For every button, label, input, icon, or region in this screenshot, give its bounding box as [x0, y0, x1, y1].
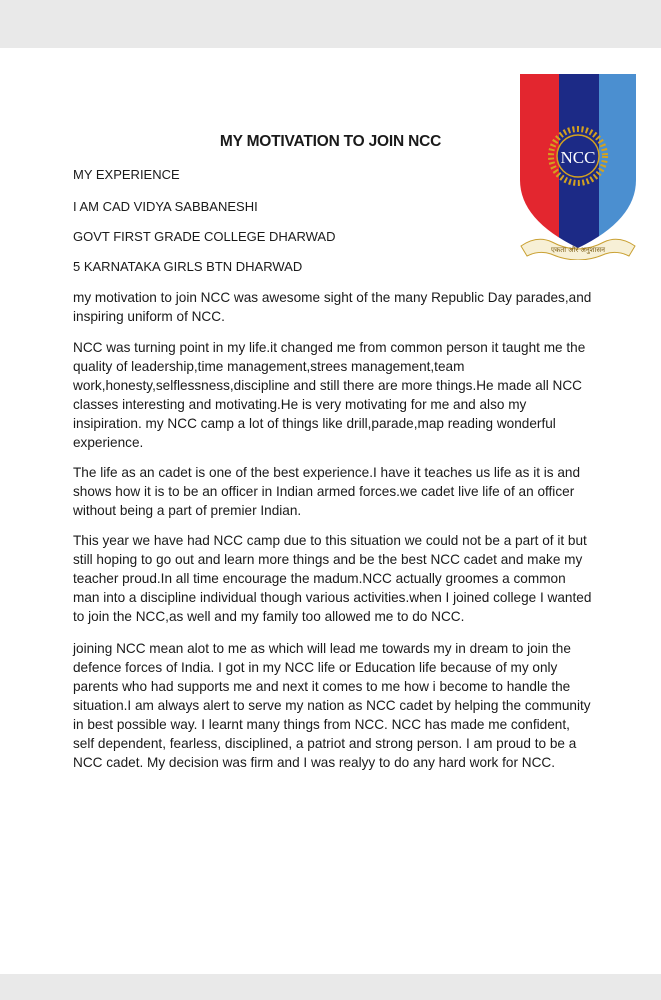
emblem-motto: एकता और अनुशासन — [551, 246, 605, 254]
paragraph-1: my motivation to join NCC was awesome sight of the many Republic Day parades,and inspiring uniform of NCC. — [73, 290, 592, 324]
battalion-name: 5 KARNATAKA GIRLS BTN DHARWAD — [73, 259, 303, 274]
emblem-ncc-text: NCC — [560, 148, 596, 167]
cadet-name: I AM CAD VIDYA SABBANESHI — [73, 199, 258, 214]
section-heading: MY EXPERIENCE — [73, 167, 180, 182]
ncc-emblem — [517, 70, 639, 260]
paragraph-4: This year we have had NCC camp due to this situation we could not be a part of it but still hoping to go out and learn more things and be the best NCC cadet and make my teacher proud.In all time encourage the madum.NCC actually groomes a common man into a discipline individual though various activities.when I joined college I wanted to join the NCC,as well and my family too allowed me to do NCC. — [73, 533, 592, 624]
document-title: MY MOTIVATION TO JOIN NCC — [219, 133, 442, 150]
emblem-sky-band — [599, 70, 639, 260]
emblem-red-band — [517, 70, 559, 260]
paragraph-2: NCC was turning point in my life.it changed me from common person it taught me the quality of leadership,time management,strees management,team work,honesty,selflessness,discipline and still there are more things.He made all NCC classes interesting and motivating.He is very motivating for me and also my insipiration. my NCC camp a lot of things like drill,parade,map reading wonderful experience. — [73, 340, 586, 450]
paragraph-5: joining NCC mean alot to me as which will lead me towards my in dream to join the defence forces of India. I got in my NCC life or Education life because of my only parents who had supports me and next it comes to me how i become to handle the situation.I am always alert to serve my nation as NCC cadet by helping the community in best possible way. I learnt many things from NCC. NCC has made me confident, self dependent, fearless, disciplined, a patriot and strong person. I am proud to be a NCC cadet. My decision was firm and I was realyy to do any hard work for NCC. — [73, 641, 591, 770]
document-page — [0, 48, 661, 974]
paragraph-3: The life as an cadet is one of the best experience.I have it teaches us life as it is and shows how it is to be an officer in Indian armed forces.we cadet live life of an officer without being a part of premier Indian. — [73, 465, 581, 518]
college-name: GOVT FIRST GRADE COLLEGE DHARWAD — [73, 229, 336, 244]
